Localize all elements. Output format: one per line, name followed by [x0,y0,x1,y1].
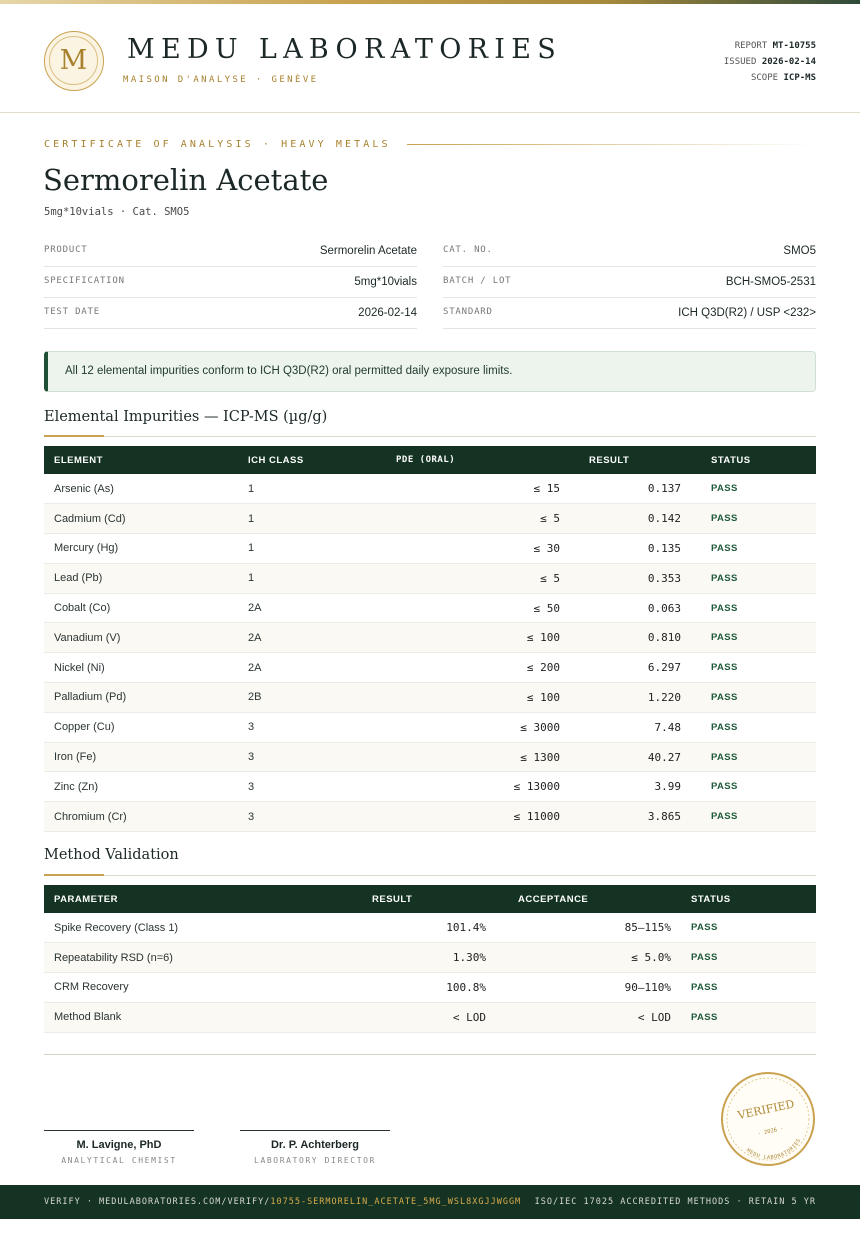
conformance-text: All 12 elemental impurities conform to ICH Q3D(R2) oral permitted daily exposure limits. [65,365,513,377]
status-badge: PASS [681,973,816,1003]
table-row [44,474,816,504]
element-cell: Cadmium (Cd) [44,504,238,534]
section-accent [44,874,104,876]
section-divider [44,875,816,876]
scope-label: SCOPE [750,73,779,83]
issued-label: ISSUED [723,57,757,67]
info-label: PRODUCT [44,245,88,255]
validation-table [44,885,816,1033]
ich-class-cell: 1 [238,534,356,564]
ich-class-cell: 3 [238,742,356,772]
col-header-status: STATUS [691,893,731,905]
info-value: ICH Q3D(R2) / USP <232> [678,307,816,319]
product-subline: 5mg*10vials · Cat. SMO5 [44,206,190,218]
ich-class-cell: 3 [238,712,356,742]
logo-letter: M [59,45,88,76]
parameter-cell: Spike Recovery (Class 1) [44,913,344,943]
pde-cell: ≤ 100 [356,623,570,653]
table-row [44,802,816,832]
brand-name: MEDU LABORATORIES [127,34,563,65]
table-row [44,563,816,593]
impurities-table [44,446,816,832]
result-cell: 0.353 [570,563,691,593]
result-cell: 0.063 [570,593,691,623]
ich-class-cell: 2A [238,653,356,683]
status-badge: PASS [691,772,816,802]
table-row [44,1002,816,1032]
table-row [44,593,816,623]
status-badge: PASS [691,683,816,713]
validation-table-body [44,913,816,1032]
report-meta [724,38,816,86]
ich-class-cell: 2A [238,593,356,623]
parameter-cell: CRM Recovery [44,973,344,1003]
info-value: 5mg*10vials [354,276,417,288]
status-badge: PASS [691,563,816,593]
acceptance-cell: < LOD [496,1002,681,1032]
seal-text: VERIFIED [736,1097,796,1123]
result-cell: 40.27 [570,742,691,772]
status-badge: PASS [691,653,816,683]
result-cell: 3.99 [570,772,691,802]
col-header-ich-class: ICH CLASS [248,454,304,466]
page-title: Sermorelin Acetate [43,163,329,197]
table-row [44,683,816,713]
col-header-acceptance: ACCEPTANCE [518,893,589,905]
result-cell: 7.48 [570,712,691,742]
info-label: STANDARD [443,307,493,317]
signature-block-chemist [44,1130,194,1165]
pde-cell: ≤ 200 [356,653,570,683]
info-label: CAT. NO. [443,245,493,255]
ich-class-cell: 3 [238,802,356,832]
signatory-name: M. Lavigne, PhD [76,1139,162,1151]
signature-line [240,1130,390,1131]
signatory-role: LABORATORY DIRECTOR [254,1156,376,1165]
element-cell: Cobalt (Co) [44,593,238,623]
parameter-cell: Method Blank [44,1002,344,1032]
pde-cell: ≤ 50 [356,593,570,623]
info-test-date [44,298,417,329]
element-cell: Lead (Pb) [44,563,238,593]
result-cell: 100.8% [344,973,496,1003]
table-row [44,742,816,772]
kicker-divider [407,144,816,145]
result-cell: 3.865 [570,802,691,832]
info-label: TEST DATE [44,307,100,317]
pde-cell: ≤ 13000 [356,772,570,802]
info-specification [44,267,417,298]
pde-cell: ≤ 15 [356,474,570,504]
validation-section-title: Method Validation [44,847,179,863]
element-cell: Arsenic (As) [44,474,238,504]
seal-ring-text: MEDU LABORATORIES [745,1137,803,1161]
element-cell: Nickel (Ni) [44,653,238,683]
pde-cell: ≤ 11000 [356,802,570,832]
seal-year: · 2026 · [757,1126,785,1138]
signature-divider [44,1054,816,1055]
result-cell: 0.142 [570,504,691,534]
verify-link[interactable]: 10755-SERMORELIN_ACETATE_5MG_WSL8XGJJWGGM [270,1197,522,1207]
table-row [44,712,816,742]
impurities-section-title: Elemental Impurities — ICP-MS (µg/g) [44,409,328,425]
table-row [44,913,816,943]
status-badge: PASS [691,712,816,742]
result-cell: 0.135 [570,534,691,564]
scope-value: ICP-MS [783,73,816,83]
status-badge: PASS [681,1002,816,1032]
accreditation-text: ISO/IEC 17025 ACCREDITED METHODS · RETAIN 5 YR [534,1197,816,1207]
status-badge: PASS [691,802,816,832]
element-cell: Vanadium (V) [44,623,238,653]
info-value: Sermorelin Acetate [319,245,417,257]
report-number: MT-10755 [772,41,816,51]
result-cell: 6.297 [570,653,691,683]
logo-emblem [44,31,104,91]
table-row [44,623,816,653]
result-cell: 0.137 [570,474,691,504]
info-value: 2026-02-14 [358,307,417,319]
ich-class-cell: 1 [238,563,356,593]
status-badge: PASS [691,742,816,772]
col-header-result: RESULT [372,893,413,905]
element-cell: Iron (Fe) [44,742,238,772]
info-standard [443,298,816,329]
info-label: SPECIFICATION [44,276,125,286]
signatory-name: Dr. P. Achterberg [270,1139,360,1151]
acceptance-cell: 85–115% [496,913,681,943]
element-cell: Mercury (Hg) [44,534,238,564]
pde-cell: ≤ 5 [356,563,570,593]
table-row [44,504,816,534]
result-cell: 101.4% [344,913,496,943]
ich-class-cell: 2B [238,683,356,713]
status-badge: PASS [691,534,816,564]
conformance-note [44,351,816,392]
status-badge: PASS [691,474,816,504]
status-badge: PASS [691,504,816,534]
info-value: SMO5 [783,245,816,257]
table-row [44,943,816,973]
table-row [44,534,816,564]
status-badge: PASS [691,623,816,653]
info-product [44,236,417,267]
result-cell: 0.810 [570,623,691,653]
table-row [44,653,816,683]
verify-prefix: VERIFY · MEDULABORATORIES.COM/VERIFY/ [44,1197,271,1207]
result-cell: 1.30% [344,943,496,973]
col-header-result: RESULT [589,454,630,466]
status-badge: PASS [691,593,816,623]
section-divider [44,436,816,437]
signature-block-director [240,1130,390,1165]
brand-tagline: MAISON D'ANALYSE · GENÈVE [123,75,319,85]
signatory-role: ANALYTICAL CHEMIST [61,1156,177,1165]
table-header-row [44,446,816,474]
ich-class-cell: 2A [238,623,356,653]
impurities-table-body [44,474,816,832]
ich-class-cell: 1 [238,474,356,504]
verification-footer [0,1185,860,1219]
status-badge: PASS [681,943,816,973]
acceptance-cell: ≤ 5.0% [496,943,681,973]
status-badge: PASS [681,913,816,943]
table-row [44,772,816,802]
verified-seal-icon [720,1071,816,1167]
info-value: BCH-SMO5-2531 [725,276,816,288]
element-cell: Zinc (Zn) [44,772,238,802]
ich-class-cell: 3 [238,772,356,802]
col-header-status: STATUS [711,454,751,466]
letterhead [0,4,860,113]
result-cell: < LOD [344,1002,496,1032]
pde-cell: ≤ 3000 [356,712,570,742]
pde-cell: ≤ 1300 [356,742,570,772]
issued-date: 2026-02-14 [761,57,816,67]
report-label: REPORT [734,41,768,51]
pde-cell: ≤ 100 [356,683,570,713]
element-cell: Copper (Cu) [44,712,238,742]
table-header-row [44,885,816,913]
info-batch-lot [443,267,816,298]
table-row [44,973,816,1003]
col-header-element: ELEMENT [54,454,103,466]
col-header-parameter: PARAMETER [54,893,118,905]
certificate-kicker: CERTIFICATE OF ANALYSIS · HEAVY METALS [44,139,391,150]
col-header-pde: PDE (ORAL) [396,455,456,465]
element-cell: Palladium (Pd) [44,683,238,713]
ich-class-cell: 1 [238,504,356,534]
info-catalog-number [443,236,816,267]
acceptance-cell: 90–110% [496,973,681,1003]
signature-line [44,1130,194,1131]
section-accent [44,435,104,437]
info-label: BATCH / LOT [443,276,512,286]
result-cell: 1.220 [570,683,691,713]
pde-cell: ≤ 5 [356,504,570,534]
pde-cell: ≤ 30 [356,534,570,564]
element-cell: Chromium (Cr) [44,802,238,832]
parameter-cell: Repeatability RSD (n=6) [44,943,344,973]
